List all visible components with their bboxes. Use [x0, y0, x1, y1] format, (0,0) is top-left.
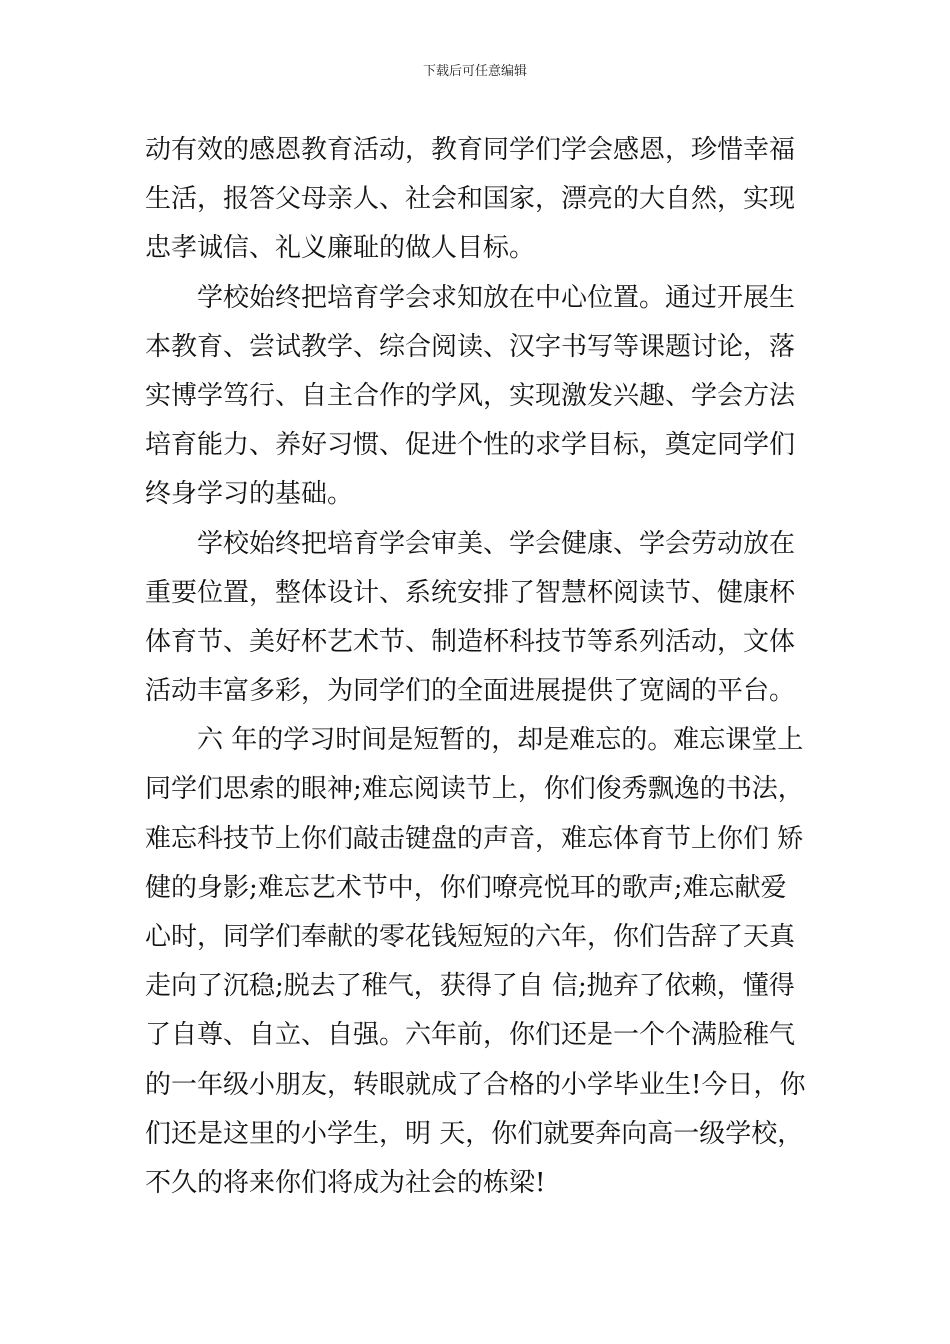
body-text — [145, 126, 815, 1208]
text-line: 本教育、尝试教学、综合阅读、汉字书写等课题讨论，落 — [145, 331, 796, 362]
text-line: 不久的将来你们将成为社会的栋梁! — [145, 1167, 546, 1198]
text-line: 培育能力、养好习惯、促进个性的求学目标，奠定同学们 — [145, 430, 796, 461]
text-line: 实博学笃行、自主合作的学风，实现激发兴趣、学会方法 — [145, 380, 796, 411]
paragraph-4 — [145, 716, 815, 1208]
paragraph-1 — [145, 126, 815, 274]
text-line: 心时，同学们奉献的零花钱短短的六年，你们告辞了天真 — [145, 922, 796, 952]
text-line: 走向了沉稳;脱去了稚气，获得了自 信;抛弃了依赖，懂得 — [145, 971, 795, 1002]
text-line: 了自尊、自立、自强。六年前，你们还是一个个满脸稚气 — [145, 1020, 796, 1051]
text-line: 难忘科技节上你们敲击键盘的声音，难忘体育节上你们 矫 — [145, 823, 804, 854]
text-line: 六 年的学习时间是短暂的，却是难忘的。难忘课堂上 — [197, 725, 804, 756]
text-line: 体育节、美好杯艺术节、制造杯科技节等系列活动，文体 — [145, 626, 796, 657]
text-line: 同学们思索的眼神;难忘阅读节上，你们俊秀飘逸的书法， — [145, 774, 804, 805]
text-line: 学校始终把培育学会审美、学会健康、学会劳动放在 — [197, 528, 796, 559]
page-header: 下载后可任意编辑 — [422, 64, 527, 79]
text-line: 终身学习的基础。 — [145, 479, 354, 510]
text-line: 学校始终把培育学会求知放在中心位置。通过开展生 — [197, 282, 796, 313]
text-line: 们还是这里的小学生，明 天，你们就要奔向高一级学校， — [145, 1118, 804, 1149]
text-line: 动有效的感恩教育活动，教育同学们学会感恩，珍惜幸福 — [145, 135, 796, 165]
text-line: 生活，报答父母亲人、社会和国家，漂亮的大自然，实现 — [145, 184, 796, 215]
text-line: 活动丰富多彩，为同学们的全面进展提供了宽阔的平台。 — [145, 676, 796, 707]
text-line: 的一年级小朋友，转眼就成了合格的小学毕业生!今日，你 — [145, 1069, 806, 1100]
text-line: 忠孝诚信、礼义廉耻的做人目标。 — [145, 233, 536, 264]
text-line: 重要位置，整体设计、系统安排了智慧杯阅读节、健康杯 — [145, 577, 796, 608]
paragraph-2 — [145, 274, 815, 520]
paragraph-3 — [145, 520, 815, 717]
text-line: 健的身影;难忘艺术节中，你们嘹亮悦耳的歌声;难忘献爱 — [145, 872, 787, 903]
